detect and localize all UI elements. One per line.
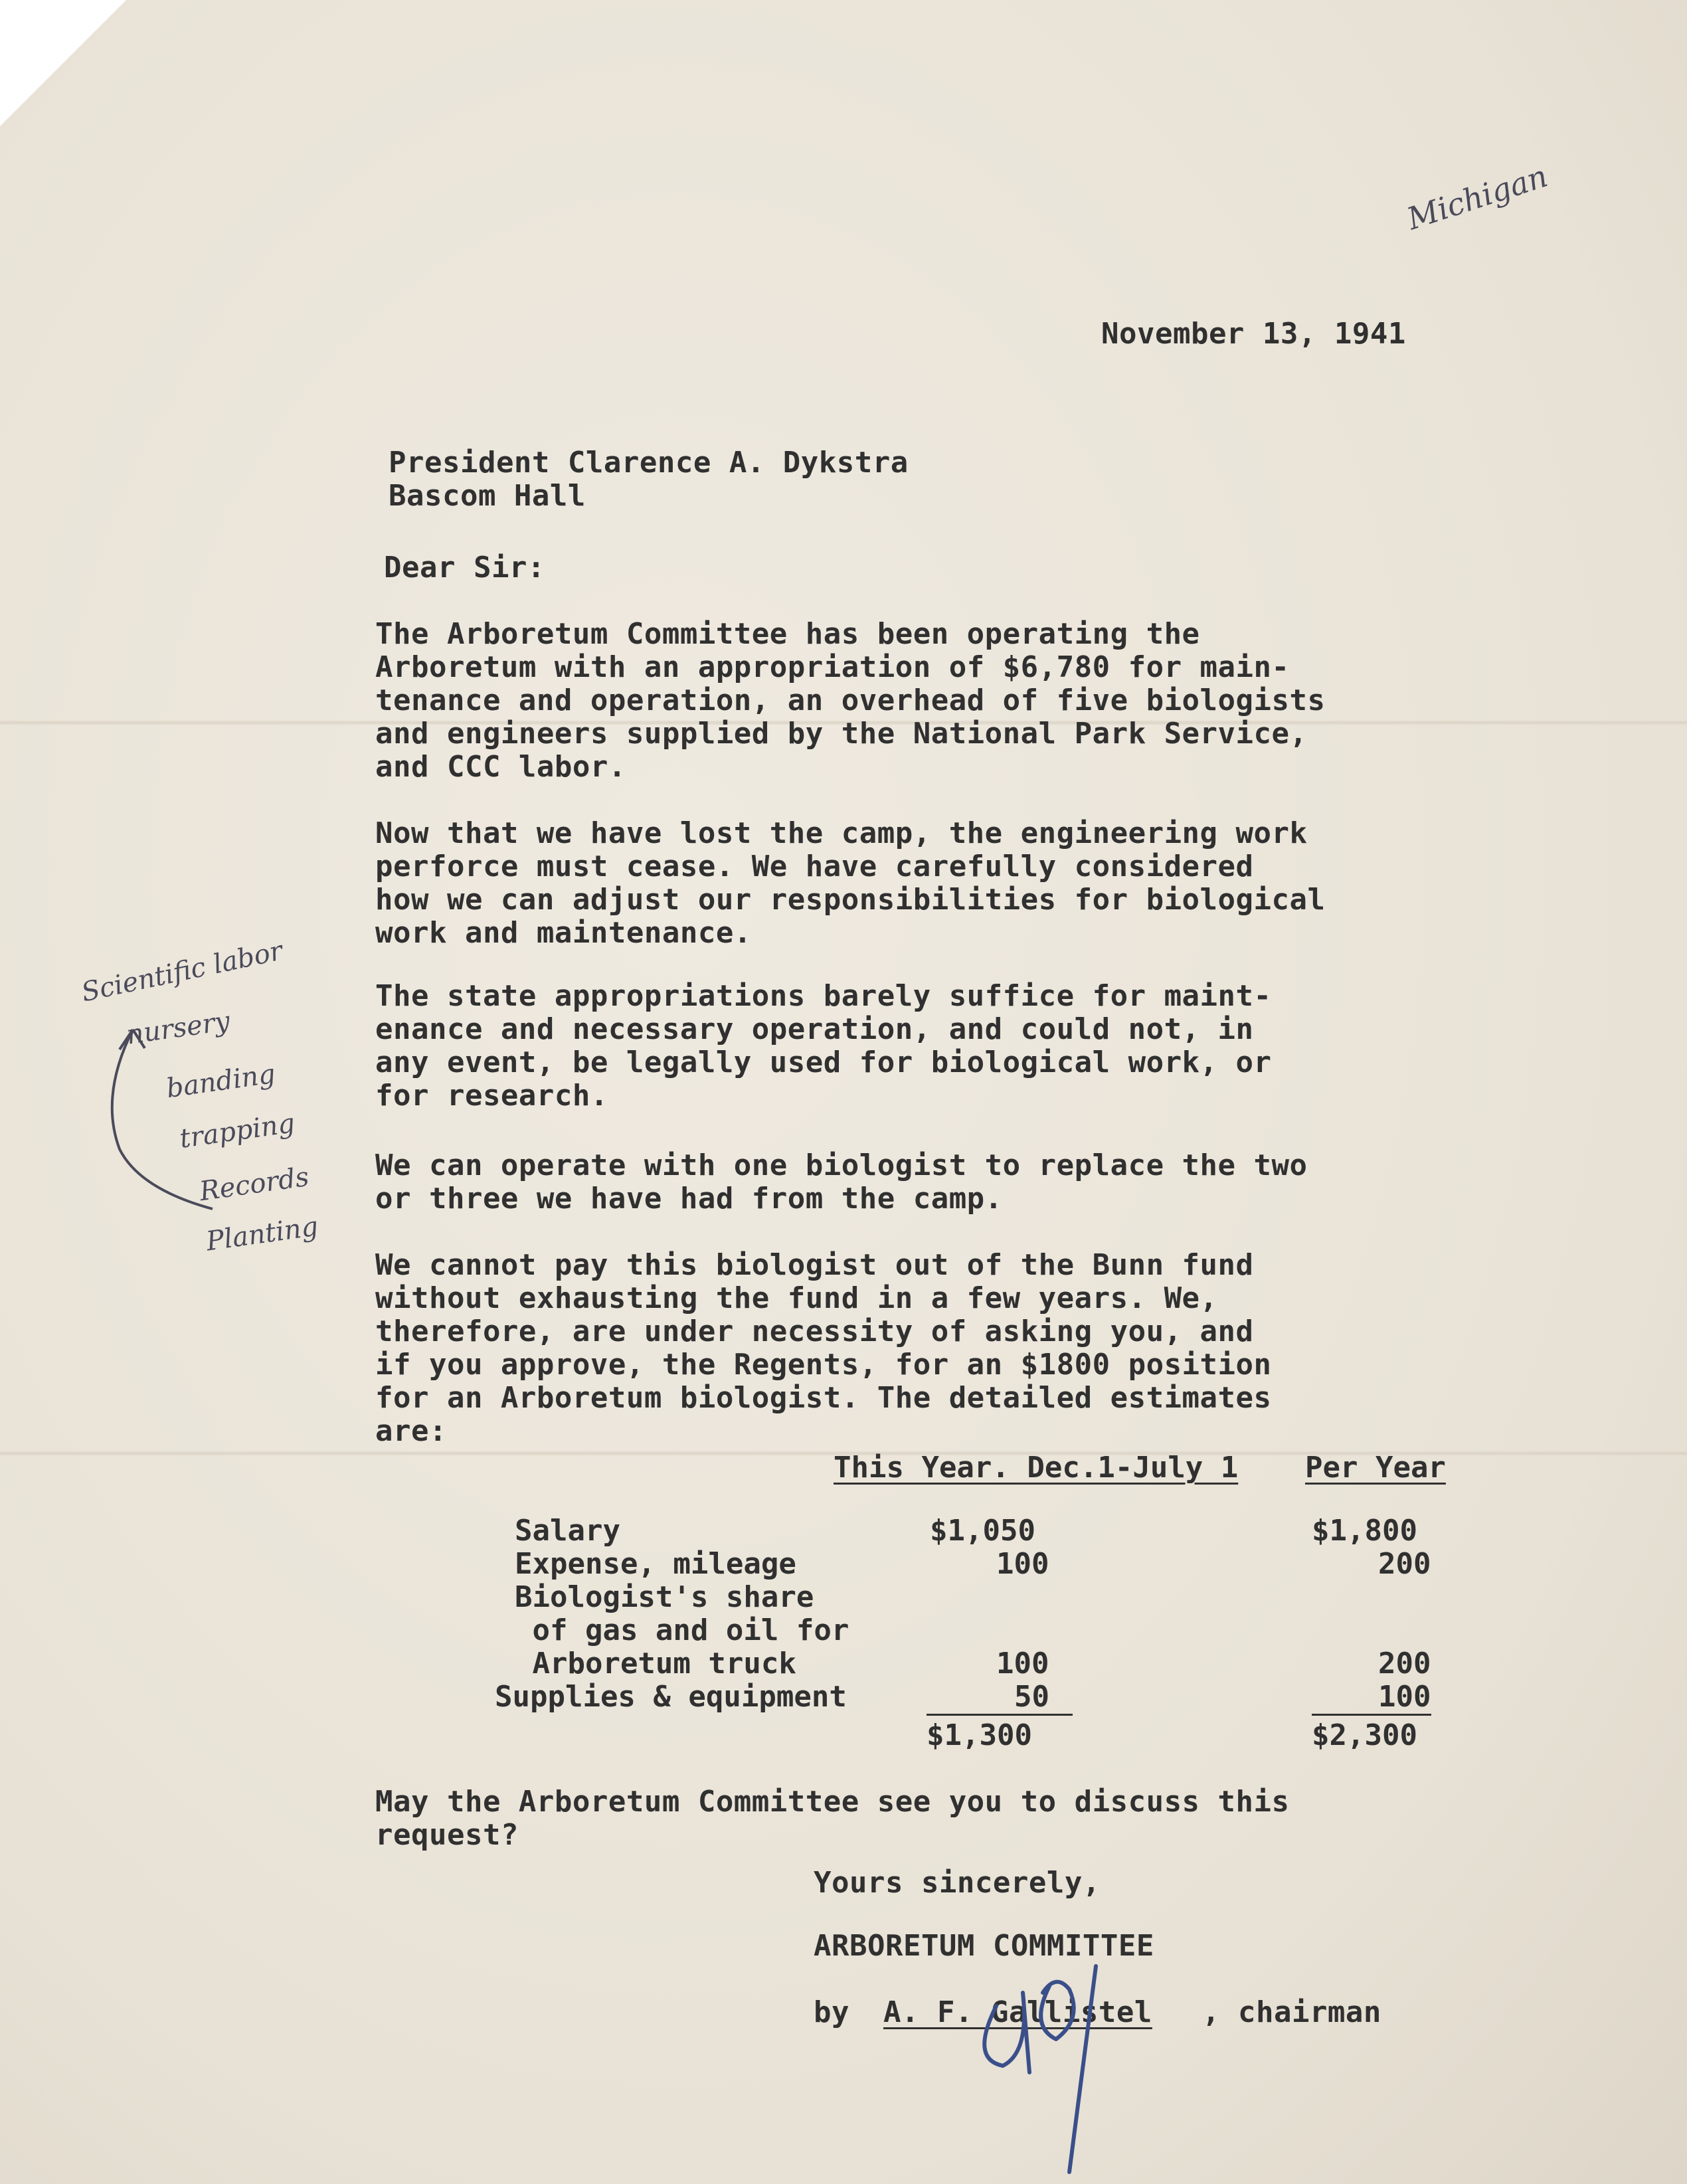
estimate-per-year: 200 [1378, 1647, 1431, 1681]
estimate-per-year: $1,800 [1312, 1514, 1417, 1548]
paragraph-line: perforce must cease. We have carefully considered [375, 850, 1254, 883]
margin-note-left: trapping [177, 1108, 297, 1154]
paragraph-line: enance and necessary operation, and could not, in [375, 1012, 1254, 1046]
paragraph-line: Now that we have lost the camp, the engineering work [375, 816, 1308, 850]
paragraph-line: We can operate with one biologist to replace the two [375, 1148, 1308, 1182]
paragraph-3 [375, 980, 1451, 1113]
estimate-this-year: 100 [996, 1547, 1049, 1581]
estimate-label: Expense, mileage [515, 1547, 796, 1581]
paragraph-2 [375, 817, 1451, 950]
addressee-place: Bascom Hall [389, 479, 586, 513]
handwritten-initials-signature [956, 1926, 1129, 2179]
paragraph-1 [375, 618, 1451, 784]
paragraph-line: if you approve, the Regents, for an $1800 position [375, 1348, 1272, 1382]
paragraph-line: any event, be legally used for biological work, or [375, 1046, 1272, 1079]
total-per-year: $2,300 [1312, 1718, 1417, 1752]
estimate-this-year: 50 [1014, 1680, 1049, 1714]
margin-note-left: nursery [124, 1006, 232, 1051]
margin-bracket-arrow-icon [93, 1016, 226, 1229]
paragraph-line: The state appropriations barely suffice for maint- [375, 979, 1272, 1013]
paragraph-5 [375, 1249, 1451, 1448]
signer-title: , chairman [1202, 1995, 1381, 2029]
letter-date: November 13, 1941 [1101, 317, 1406, 351]
total-rule-per-year [1312, 1714, 1431, 1716]
paragraph-line: May the Arboretum Committee see you to discuss this [375, 1785, 1290, 1819]
estimate-label: Supplies & equipment [495, 1680, 847, 1714]
paragraph-line: Arboretum with an appropriation of $6,780 for main- [375, 650, 1290, 684]
addressee-name: President Clarence A. Dykstra [389, 446, 909, 480]
estimate-this-year: 100 [996, 1647, 1049, 1681]
column-header-per-year: Per Year [1305, 1451, 1446, 1485]
paragraph-line: are: [375, 1414, 447, 1448]
estimate-per-year: 200 [1378, 1547, 1431, 1581]
estimate-this-year: $1,050 [930, 1514, 1035, 1548]
paragraph-line: We cannot pay this biologist out of the Bunn fund [375, 1248, 1254, 1282]
closing-request [375, 1785, 1451, 1852]
margin-note-left: banding [164, 1058, 278, 1105]
paragraph-line: request? [375, 1818, 519, 1852]
paragraph-line: and engineers supplied by the National Park Service, [375, 717, 1308, 751]
paragraph-line: tenance and operation, an overhead of five biologists [375, 683, 1326, 717]
estimate-per-year: 100 [1378, 1680, 1431, 1714]
margin-note-top: Michigan [1403, 157, 1552, 237]
estimate-label: Arboretum truck [515, 1647, 796, 1681]
paragraph-line: or three we have had from the camp. [375, 1182, 1003, 1216]
margin-note-left: Records [197, 1161, 311, 1208]
paragraph-line: The Arboretum Committee has been operating the [375, 617, 1200, 651]
total-this-year: $1,300 [927, 1718, 1032, 1752]
torn-corner [0, 0, 126, 126]
estimate-label: Salary [515, 1514, 620, 1548]
paragraph-line: for an Arboretum biologist. The detailed estimates [375, 1381, 1272, 1415]
total-rule-this-year [927, 1714, 1073, 1716]
signer-name: A. F. Gallistel [883, 1995, 1152, 2029]
signature-by: by [814, 1995, 849, 2029]
margin-note-left: Scientific labor [78, 935, 286, 1008]
paragraph-line: how we can adjust our responsibilities for biological [375, 883, 1326, 917]
paragraph-line: without exhausting the fund in a few years. We, [375, 1281, 1218, 1315]
paragraph-line: work and maintenance. [375, 916, 752, 950]
paragraph-4 [375, 1149, 1451, 1216]
paragraph-line: therefore, are under necessity of asking you, and [375, 1315, 1254, 1348]
committee-name: ARBORETUM COMMITTEE [814, 1929, 1154, 1963]
salutation: Dear Sir: [384, 551, 545, 585]
closing: Yours sincerely, [814, 1866, 1101, 1900]
margin-note-left: Planting [204, 1211, 320, 1257]
paragraph-line: for research. [375, 1079, 608, 1113]
estimate-label: Biologist's share [515, 1580, 814, 1614]
paragraph-line: and CCC labor. [375, 750, 626, 784]
estimate-label: of gas and oil for [515, 1613, 849, 1647]
column-header-this-year: This Year. Dec.1-July 1 [834, 1451, 1239, 1485]
